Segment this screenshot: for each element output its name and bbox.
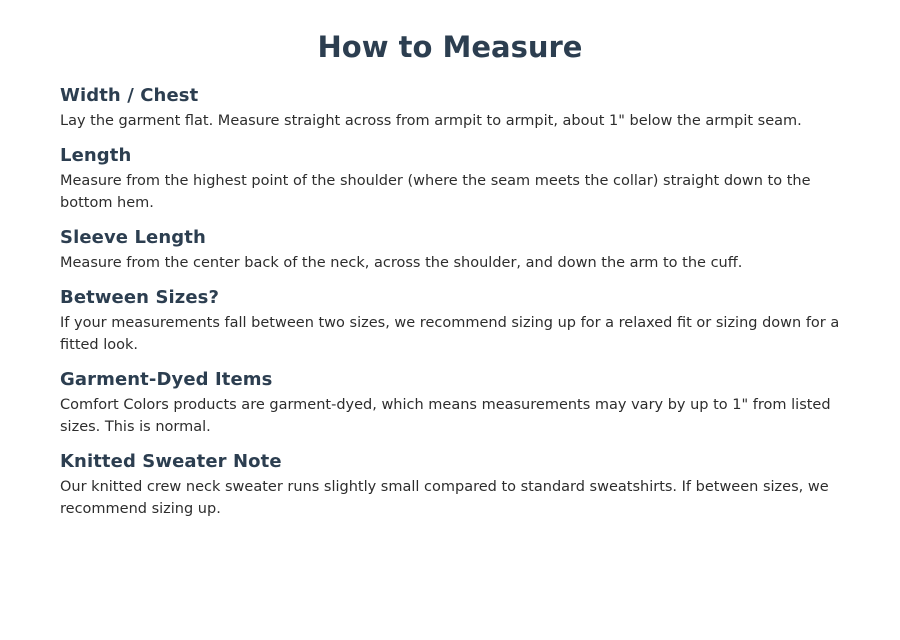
- measurement-sections: [60, 84, 846, 532]
- section-heading: Garment-Dyed Items: [60, 369, 273, 390]
- section-between-sizes: [60, 286, 846, 356]
- section-width-chest: [60, 84, 846, 132]
- section-body: Measure from the highest point of the shoulder (where the seam meets the collar) straight down to the bottom hem.: [60, 173, 811, 211]
- section-sleeve-length: [60, 226, 846, 274]
- section-body: Our knitted crew neck sweater runs slightly small compared to standard sweatshirts. If between sizes, we recommend sizing up.: [60, 479, 829, 517]
- section-body: Lay the garment flat. Measure straight across from armpit to armpit, about 1" below the armpit seam.: [60, 113, 802, 129]
- section-knitted-sweater-note: [60, 450, 846, 520]
- section-heading: Between Sizes?: [60, 287, 220, 308]
- page-title: How to Measure: [317, 30, 583, 64]
- section-garment-dyed-items: [60, 368, 846, 438]
- section-body: Measure from the center back of the neck, across the shoulder, and down the arm to the cuff.: [60, 255, 743, 271]
- section-length: [60, 144, 846, 214]
- section-heading: Knitted Sweater Note: [60, 451, 282, 472]
- section-heading: Width / Chest: [60, 85, 199, 106]
- section-body: Comfort Colors products are garment-dyed, which means measurements may vary by up to 1" from listed sizes. This is normal.: [60, 397, 831, 435]
- section-heading: Length: [60, 145, 132, 166]
- section-body: If your measurements fall between two sizes, we recommend sizing up for a relaxed fit or sizing down for a fitted look.: [60, 315, 840, 353]
- section-heading: Sleeve Length: [60, 227, 206, 248]
